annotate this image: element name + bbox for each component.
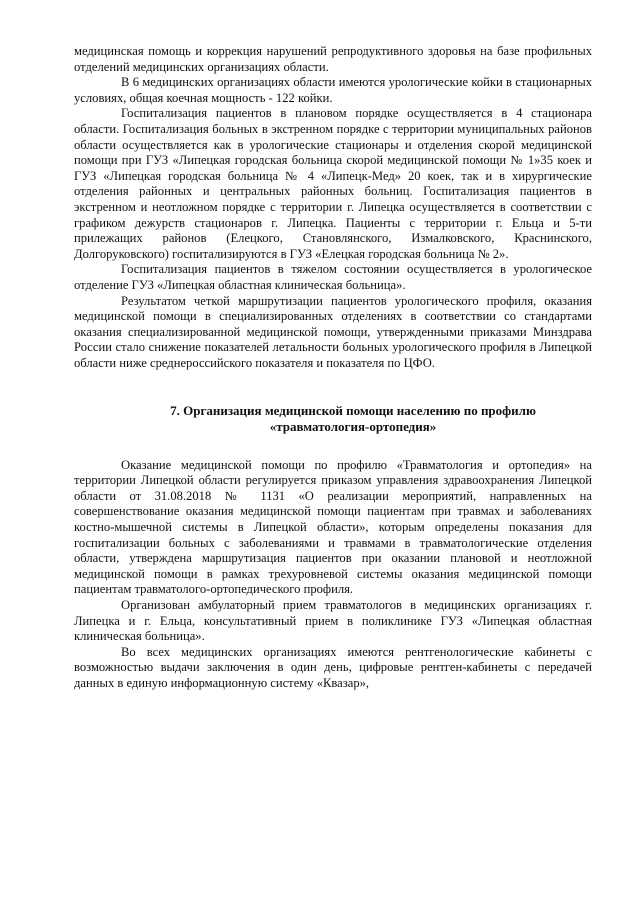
paragraph-results: Результатом четкой маршрутизации пациентов урологического профиля, оказания медицинской помощи в специализированных отделениях в соответствии со стандартами оказания специализированной медицинской помощи, утвержденными приказами Минздрава России стало снижение показателей летальности больных урологического профиля в Липецкой области ниже среднероссийского показателя и показателя по ЦФО. [74, 293, 592, 370]
section-heading-line1: 7. Организация медицинской помощи населению по профилю [170, 403, 536, 419]
paragraph-outpatient: Организован амбулаторный прием травматологов в медицинских организациях г. Липецка и г. Ельца, консультативный прием в поликлинике ГУЗ «Липецкая областная клиническая больница». [74, 598, 592, 644]
paragraph-hospitalization: Госпитализация пациентов в плановом порядке осуществляется в 4 стационара области. Госпитализация больных в экстренном порядке с территории муниципальных районов области осуществляется как в урологические стационары и отделения скорой медицинской помощи при ГУЗ «Липецкая городская больница скорой медицинской помощи № 1»35 коек и ГУЗ «Липецкая городская больница № 4 «Липецк-Мед» 20 коек, так и в хирургические отделения районных и центральных районных больниц. Госпитализация пациентов в экстренном и неотложном порядке с территории г. Липецка осуществляется в соответствии с графиком дежурств стационаров г. Липецка. Пациенты с территории г. Ельца и 5-ти прилежащих районов (Елецкого, Становлянского, Измалковского, Краснинского, Долгоруковского) госпитализируются в ГУЗ «Елецкая городская больница № 2». [74, 106, 592, 261]
section-heading [74, 403, 592, 434]
paragraph-severe-cases: Госпитализация пациентов в тяжелом состоянии осуществляется в урологическое отделение ГУЗ «Липецкая областная клиническая больница». [74, 262, 592, 292]
paragraph-trauma-regulation: Оказание медицинской помощи по профилю «Травматология и ортопедия» на территории Липецкой области регулируется приказом управления здравоохранения Липецкой области от 31.08.2018 № 1131 «О реализации мероприятий, направленных на совершенствование оказания медицинской помощи пациентам при травмах и заболеваниях костно-мышечной системы в Липецкой области», которым определены показания для госпитализации больных с заболеваниями и травмами в травматологические отделения области, утверждена маршрутизация пациентов при оказании плановой и неотложной медицинской помощи в рамках трехуровневой системы оказания медицинской помощи пациентам травматолого-ортопедического профиля. [74, 457, 592, 597]
section-heading-line2: «травматология-ортопедия» [269, 419, 437, 435]
document-page [74, 44, 592, 692]
paragraph-xray: Во всех медицинских организациях имеются рентгенологические кабинеты с возможностью выдачи заключения в один день, цифровые рентген-кабинеты с передачей данных в единую информационную систему «Квазар», [74, 644, 592, 690]
paragraph-continuation: медицинская помощь и коррекция нарушений репродуктивного здоровья на базе профильных отделений медицинских организациях области. [74, 44, 592, 74]
paragraph-urology-beds: В 6 медицинских организациях области имеются урологические койки в стационарных условиях, общая коечная мощность - 122 койки. [74, 75, 592, 105]
